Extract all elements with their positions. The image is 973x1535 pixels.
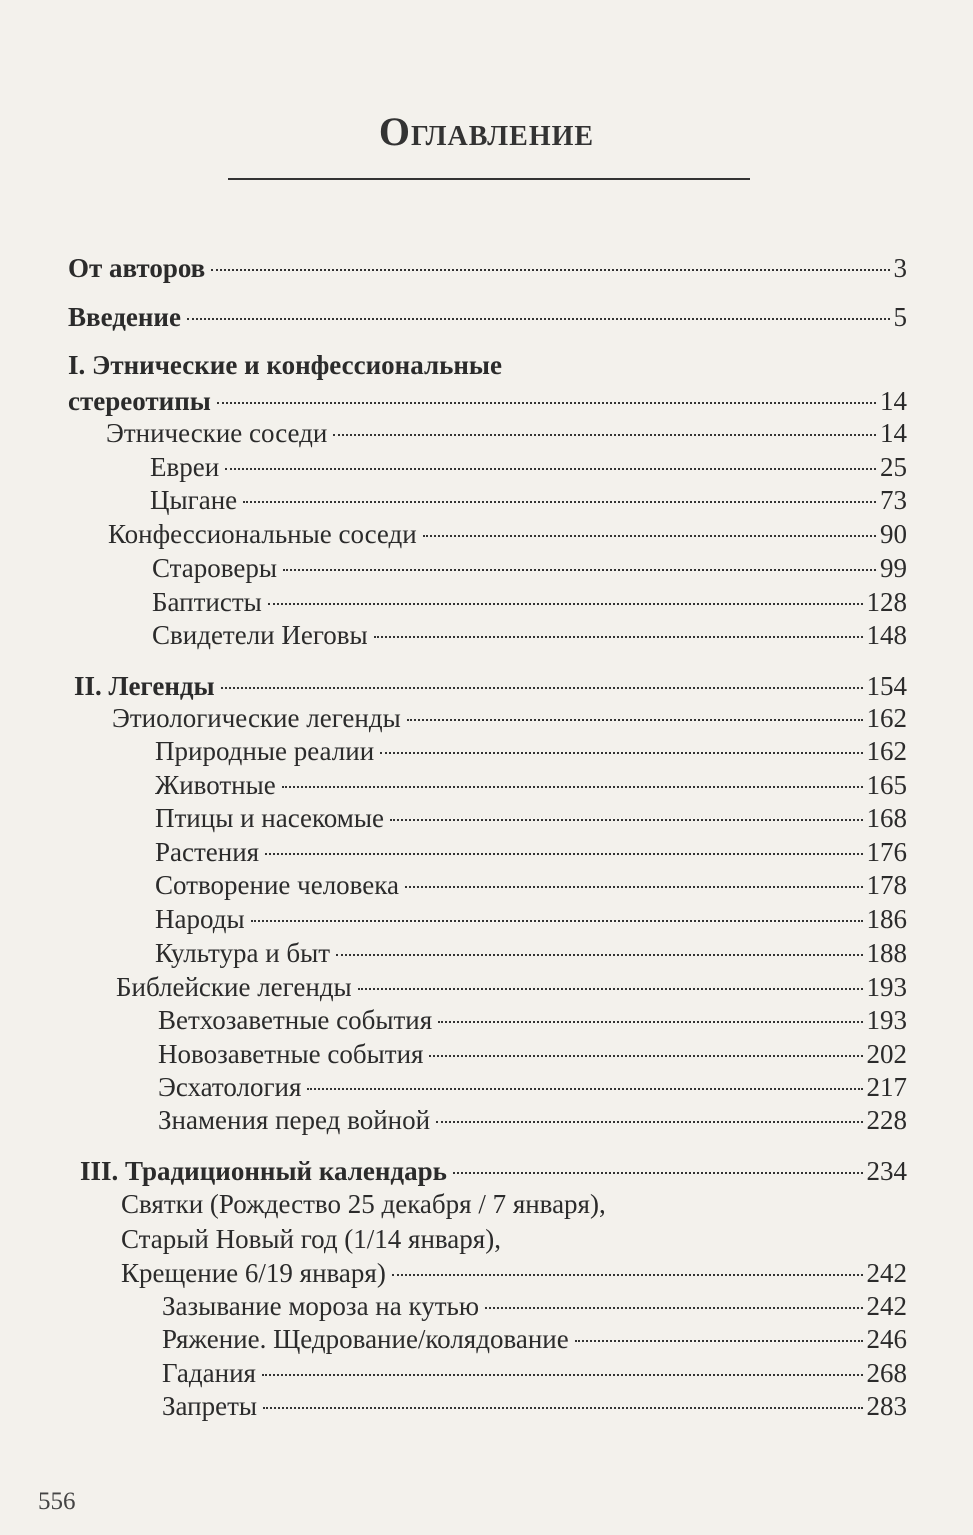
toc-entry — [155, 769, 907, 801]
toc-leader-dots — [485, 1306, 862, 1309]
toc-leader-dots — [217, 401, 876, 404]
toc-leader-dots — [283, 568, 876, 571]
toc-entry-label: Зазывание мороза на кутью — [162, 1291, 480, 1321]
toc-leader-dots — [251, 919, 863, 922]
toc-entry-page: 268 — [866, 1358, 907, 1388]
toc-entry-page: 246 — [866, 1324, 907, 1354]
toc-entry — [68, 385, 907, 417]
toc-entry — [74, 670, 907, 702]
toc-leader-dots — [407, 718, 863, 721]
toc-entry-label: Свидетели Иеговы — [152, 620, 368, 650]
toc-entry — [162, 1323, 907, 1355]
toc-leader-dots — [423, 534, 876, 537]
toc-entry-label: III. Традиционный календарь — [80, 1156, 447, 1186]
page-number: 556 — [38, 1488, 76, 1515]
toc-entry-page: 193 — [866, 1005, 907, 1035]
toc-leader-dots — [263, 1406, 862, 1409]
toc-entry-page: 242 — [866, 1291, 907, 1321]
toc-leader-dots — [243, 500, 876, 503]
toc-entry — [68, 301, 907, 333]
toc-entry — [108, 518, 907, 550]
toc-leader-dots — [575, 1339, 863, 1342]
toc-leader-dots — [187, 317, 890, 320]
toc-entry — [112, 702, 907, 734]
toc-entry — [162, 1290, 907, 1322]
toc-leader-dots — [262, 1373, 863, 1376]
toc-entry-label: Баптисты — [152, 587, 262, 617]
toc-entry-label: Эсхатология — [158, 1072, 302, 1102]
toc-entry-page: 228 — [866, 1105, 907, 1135]
toc-leader-dots — [453, 1171, 863, 1174]
toc-leader-dots — [374, 635, 863, 638]
toc-entry-page: 242 — [866, 1258, 907, 1288]
toc-entry — [155, 802, 907, 834]
toc-entry-page: 186 — [866, 904, 907, 934]
toc-entry — [152, 552, 907, 584]
toc-leader-dots — [221, 686, 863, 689]
toc-entry-page: 128 — [866, 587, 907, 617]
toc-leader-dots — [336, 953, 862, 956]
toc-entry-page: 5 — [893, 302, 907, 332]
toc-entry — [155, 937, 907, 969]
toc-leader-dots — [211, 268, 889, 271]
toc-entry-page: 283 — [866, 1391, 907, 1421]
toc-entry — [155, 735, 907, 767]
toc-entry-page: 168 — [866, 803, 907, 833]
toc-leader-dots — [380, 751, 862, 754]
toc-leader-dots — [392, 1273, 863, 1276]
toc-entry-line: Старый Новый год (1/14 января), — [121, 1224, 501, 1254]
toc-entry-label: Запреты — [162, 1391, 258, 1421]
toc-entry-label: Культура и быт — [155, 938, 331, 968]
toc-leader-dots — [307, 1087, 862, 1090]
toc-entry — [155, 836, 907, 868]
toc-leader-dots — [265, 852, 862, 855]
toc-entry-page: 14 — [880, 386, 907, 416]
toc-entry-label: Новозаветные события — [158, 1039, 424, 1069]
toc-entry — [158, 1038, 907, 1070]
toc-entry-label: II. Легенды — [74, 671, 215, 701]
toc-entry-label: Животные — [155, 770, 276, 800]
toc-entry-label: Народы — [155, 904, 245, 934]
toc-entry — [106, 417, 907, 449]
toc-leader-dots — [429, 1054, 862, 1057]
toc-entry-page: 176 — [866, 837, 907, 867]
toc-entry-label: Ветхозаветные события — [158, 1005, 433, 1035]
toc-entry-page: 148 — [866, 620, 907, 650]
toc-entry — [162, 1390, 907, 1422]
title-underline — [228, 178, 750, 180]
toc-entry-label: Этиологические легенды — [112, 703, 401, 733]
toc-entry-label: Этнические соседи — [106, 418, 328, 448]
toc-entry-page: 99 — [880, 553, 907, 583]
page-title: Оглавление — [378, 109, 595, 154]
toc-entry-label: Библейские легенды — [116, 972, 352, 1002]
toc-entry — [152, 619, 907, 651]
toc-entry-page: 202 — [866, 1039, 907, 1069]
toc-leader-dots — [282, 785, 863, 788]
toc-entry-page: 178 — [866, 870, 907, 900]
toc-entry-page: 25 — [880, 452, 907, 482]
toc-leader-dots — [358, 987, 863, 990]
toc-entry-label: Введение — [68, 302, 181, 332]
toc-entry-label: Знамения перед войной — [158, 1105, 431, 1135]
toc-entry-label: стереотипы — [68, 386, 211, 416]
toc-entry-page: 14 — [880, 418, 907, 448]
toc-entry-label: Староверы — [152, 553, 277, 583]
toc-entry — [116, 971, 907, 1003]
toc-entry — [121, 1257, 907, 1289]
toc-leader-dots — [268, 602, 863, 605]
toc-leader-dots — [390, 818, 863, 821]
toc-leader-dots — [436, 1120, 862, 1123]
toc-entry — [80, 1155, 907, 1187]
toc-entry — [150, 484, 907, 516]
toc-entry-label: Евреи — [150, 452, 220, 482]
toc-entry-page: 188 — [866, 938, 907, 968]
toc-entry-label: Конфессиональные соседи — [108, 519, 417, 549]
toc-entry-page: 162 — [866, 736, 907, 766]
toc-entry-label: От авторов — [68, 253, 206, 283]
toc-entry-page: 3 — [893, 253, 907, 283]
toc-entry-label: Птицы и насекомые — [155, 803, 384, 833]
toc-entry-label: Гадания — [162, 1358, 256, 1388]
toc-entry-page: 162 — [866, 703, 907, 733]
toc-entry-line: Святки (Рождество 25 декабря / 7 января), — [121, 1189, 606, 1219]
toc-entry-label: Сотворение человека — [155, 870, 399, 900]
toc-entry — [162, 1357, 907, 1389]
toc-leader-dots — [225, 467, 876, 470]
toc-entry-page: 165 — [866, 770, 907, 800]
toc-entry-label: Цыгане — [150, 485, 238, 515]
toc-entry-page: 73 — [880, 485, 907, 515]
toc-entry — [158, 1104, 907, 1136]
toc-entry-page: 154 — [866, 671, 907, 701]
toc-entry-page: 90 — [880, 519, 907, 549]
toc-entry-label: Растения — [155, 837, 260, 867]
toc-entry — [150, 451, 907, 483]
toc-entry-label: Крещение 6/19 января) — [121, 1258, 386, 1288]
toc-entry-page: 234 — [866, 1156, 907, 1186]
toc-leader-dots — [333, 433, 876, 436]
toc-entry-page: 217 — [866, 1072, 907, 1102]
toc-leader-dots — [405, 885, 863, 888]
toc-entry — [155, 869, 907, 901]
toc-entry — [68, 252, 907, 284]
toc-chapter-heading-line: I. Этнические и конфессиональные — [68, 350, 502, 380]
toc-entry-label: Ряжение. Щедрование/колядование — [162, 1324, 569, 1354]
toc-entry-label: Природные реалии — [155, 736, 375, 766]
toc-entry — [155, 903, 907, 935]
toc-entry — [152, 586, 907, 618]
toc-entry-page: 193 — [866, 972, 907, 1002]
toc-leader-dots — [438, 1020, 862, 1023]
toc-entry — [158, 1071, 907, 1103]
toc-entry — [158, 1004, 907, 1036]
